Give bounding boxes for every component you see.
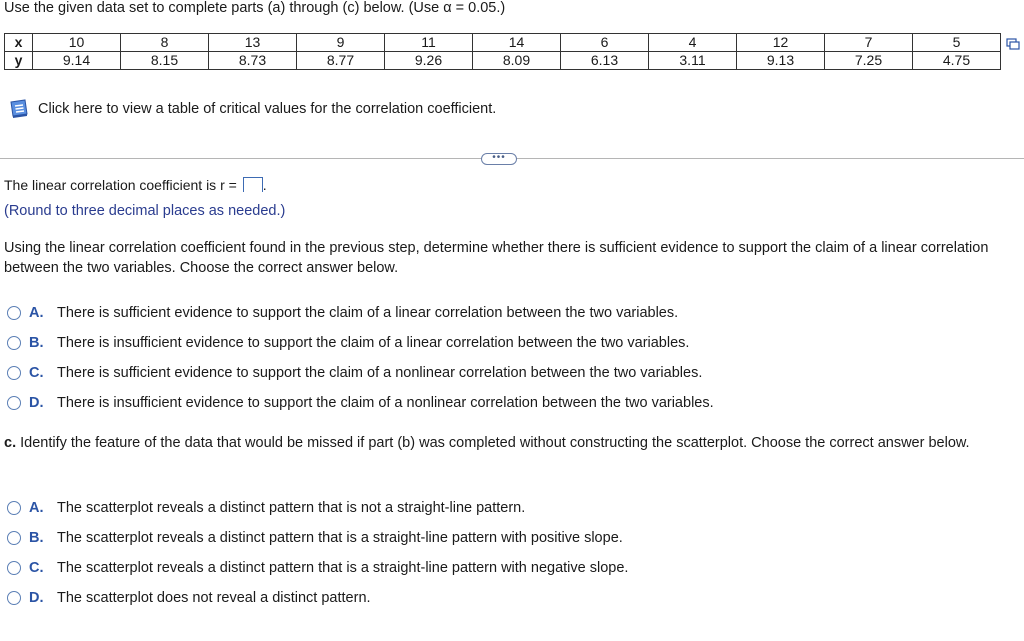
table-row-y — [5, 52, 1001, 70]
y-cell: 7.25 — [825, 52, 913, 70]
y-label: y — [5, 52, 33, 70]
x-cell: 11 — [385, 34, 473, 52]
option-text: The scatterplot reveals a distinct pattern that is not a straight-line pattern. — [57, 500, 526, 516]
y-cell: 8.15 — [121, 52, 209, 70]
y-cell: 8.77 — [297, 52, 385, 70]
question-c-text — [4, 433, 1004, 453]
option-text: There is insufficient evidence to support the claim of a linear correlation between the two variables. — [57, 335, 690, 351]
option-letter: C. — [29, 365, 44, 381]
option-text: The scatterplot does not reveal a distinct pattern. — [57, 590, 371, 606]
copy-data-icon[interactable] — [1006, 38, 1020, 50]
radio-button[interactable] — [7, 531, 21, 545]
radio-button[interactable] — [7, 561, 21, 575]
radio-button[interactable] — [7, 336, 21, 350]
instructions-text: Use the given data set to complete parts (a) through (c) below. (Use α = 0.05.) — [4, 0, 506, 16]
r-answer-input[interactable] — [243, 177, 263, 192]
option-letter: B. — [29, 530, 44, 546]
option-text: There is sufficient evidence to support the claim of a nonlinear correlation between the two variables. — [57, 365, 703, 381]
option-text: The scatterplot reveals a distinct pattern that is a straight-line pattern with positive slope. — [57, 530, 623, 546]
expand-button[interactable]: ••• — [481, 153, 517, 165]
table-row-x — [5, 34, 1001, 52]
option-letter: D. — [29, 590, 44, 606]
question-c-body: Identify the feature of the data that would be missed if part (b) was completed without constructing the scatterplot. Choose the correct answer below. — [20, 435, 970, 451]
x-cell: 10 — [33, 34, 121, 52]
correlation-question — [4, 173, 404, 192]
y-cell: 3.11 — [649, 52, 737, 70]
option-letter: D. — [29, 395, 44, 411]
radio-button[interactable] — [7, 591, 21, 605]
round-note: (Round to three decimal places as needed.) — [4, 203, 286, 219]
x-cell: 4 — [649, 34, 737, 52]
y-cell: 4.75 — [913, 52, 1001, 70]
correlation-period: . — [262, 177, 267, 192]
book-icon[interactable] — [8, 99, 30, 119]
x-cell: 9 — [297, 34, 385, 52]
option-letter: A. — [29, 305, 44, 321]
option-text: There is sufficient evidence to support the claim of a linear correlation between the two variables. — [57, 305, 679, 321]
y-cell: 9.26 — [385, 52, 473, 70]
data-table — [4, 33, 1001, 70]
question-c-prefix: c. — [4, 435, 17, 451]
x-cell: 13 — [209, 34, 297, 52]
x-cell: 12 — [737, 34, 825, 52]
radio-button[interactable] — [7, 306, 21, 320]
x-label: x — [5, 34, 33, 52]
y-cell: 8.09 — [473, 52, 561, 70]
x-cell: 7 — [825, 34, 913, 52]
x-cell: 6 — [561, 34, 649, 52]
radio-button[interactable] — [7, 396, 21, 410]
radio-button[interactable] — [7, 366, 21, 380]
question-b-text: Using the linear correlation coefficient found in the previous step, determine whether there is sufficient evidence to support the claim of a linear correlation between the two variables. Choose the correct answer below. — [4, 240, 989, 276]
option-letter: B. — [29, 335, 44, 351]
y-cell: 9.14 — [33, 52, 121, 70]
radio-button[interactable] — [7, 501, 21, 515]
y-cell: 9.13 — [737, 52, 825, 70]
x-cell: 8 — [121, 34, 209, 52]
option-text: There is insufficient evidence to support the claim of a nonlinear correlation between the two variables. — [57, 395, 714, 411]
option-text: The scatterplot reveals a distinct pattern that is a straight-line pattern with negative slope. — [57, 560, 629, 576]
option-letter: C. — [29, 560, 44, 576]
correlation-label: The linear correlation coefficient is r = — [4, 177, 237, 192]
option-letter: A. — [29, 500, 44, 516]
critical-values-link[interactable]: Click here to view a table of critical values for the correlation coefficient. — [38, 101, 497, 117]
x-cell: 14 — [473, 34, 561, 52]
x-cell: 5 — [913, 34, 1001, 52]
y-cell: 6.13 — [561, 52, 649, 70]
y-cell: 8.73 — [209, 52, 297, 70]
